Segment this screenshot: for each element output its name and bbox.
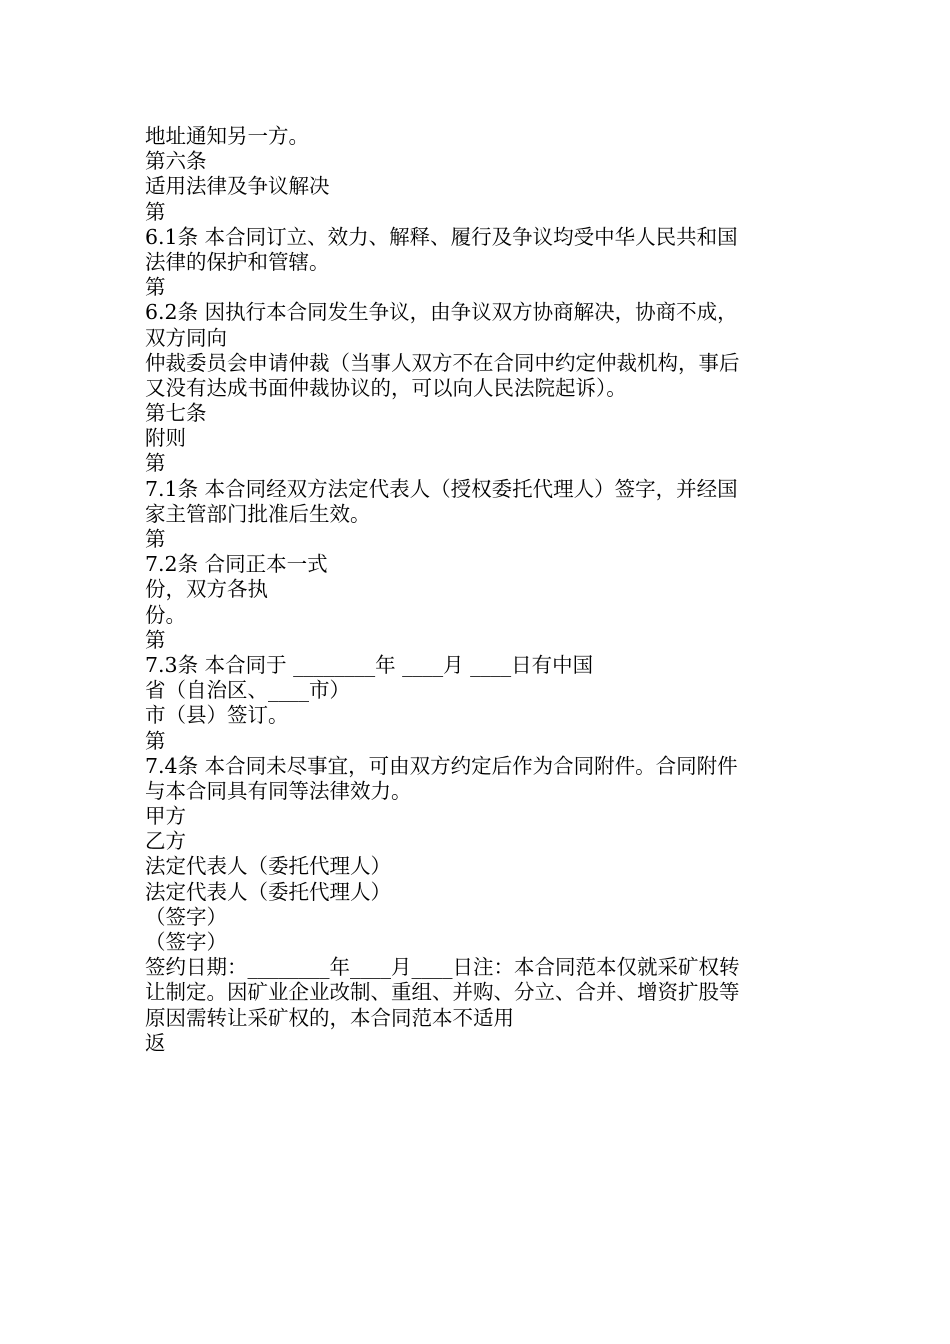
signing-date-line: 签约日期：________年____月____日注：本合同范本仅就采矿权转 xyxy=(145,955,740,980)
signature-label: （签字） xyxy=(145,930,227,954)
text-line: 地址通知另一方。 xyxy=(145,124,309,148)
text-line: 第 xyxy=(145,627,166,652)
text-line: 第 xyxy=(145,527,166,551)
section-heading: 第七条 xyxy=(145,401,207,426)
clause-text: 市（县）签订。 xyxy=(145,703,289,728)
section-title: 附则 xyxy=(145,426,186,451)
clause-text: 法律的保护和管辖。 xyxy=(145,249,330,274)
clause-text: 7.1条 本合同经双方法定代表人（授权委托代理人）签字，并经国 xyxy=(145,476,738,501)
clause-text: 省（自治区、____市） xyxy=(145,678,350,703)
note-text: 让制定。因矿业企业改制、重组、并购、分立、合并、增资扩股等 xyxy=(145,980,740,1005)
note-text: 原因需转让采矿权的，本合同范本不适用 xyxy=(145,1005,514,1030)
representative-label: 法定代表人（委托代理人） xyxy=(145,879,391,904)
text-line: 第 xyxy=(145,728,166,753)
signature-label: （签字） xyxy=(145,904,227,929)
clause-text: 双方同向 xyxy=(145,325,227,350)
clause-text: 6.2条 因执行本合同发生争议，由争议双方协商解决，协商不成， xyxy=(145,300,738,325)
section-heading: 第六条 xyxy=(145,149,207,174)
clause-text: 7.4条 本合同未尽事宜，可由双方约定后作为合同附件。合同附件 xyxy=(145,753,738,778)
text-line: 返 xyxy=(145,1030,166,1055)
clause-text: 份。 xyxy=(145,602,186,627)
clause-text: 又没有达成书面仲裁协议的，可以向人民法院起诉）。 xyxy=(145,375,627,400)
clause-text: 份，双方各执 xyxy=(145,577,268,602)
party-b-label: 乙方 xyxy=(145,829,186,854)
clause-text: 7.2条 合同正本一式 xyxy=(145,552,328,577)
clause-text: 7.3条 本合同于 ________年 ____月 ____日有中国 xyxy=(145,652,594,677)
party-a-label: 甲方 xyxy=(145,804,186,829)
section-title: 适用法律及争议解决 xyxy=(145,174,330,199)
representative-label: 法定代表人（委托代理人） xyxy=(145,854,391,879)
clause-text: 家主管部门批准后生效。 xyxy=(145,501,371,526)
text-line: 第 xyxy=(145,275,166,300)
document-body xyxy=(145,124,815,1056)
text-line: 第 xyxy=(145,451,166,476)
clause-text: 与本合同具有同等法律效力。 xyxy=(145,778,412,803)
clause-text: 仲裁委员会申请仲裁（当事人双方不在合同中约定仲裁机构，事后 xyxy=(145,350,740,375)
clause-text: 6.1条 本合同订立、效力、解释、履行及争议均受中华人民共和国 xyxy=(145,224,738,249)
text-line: 第 xyxy=(145,199,166,224)
